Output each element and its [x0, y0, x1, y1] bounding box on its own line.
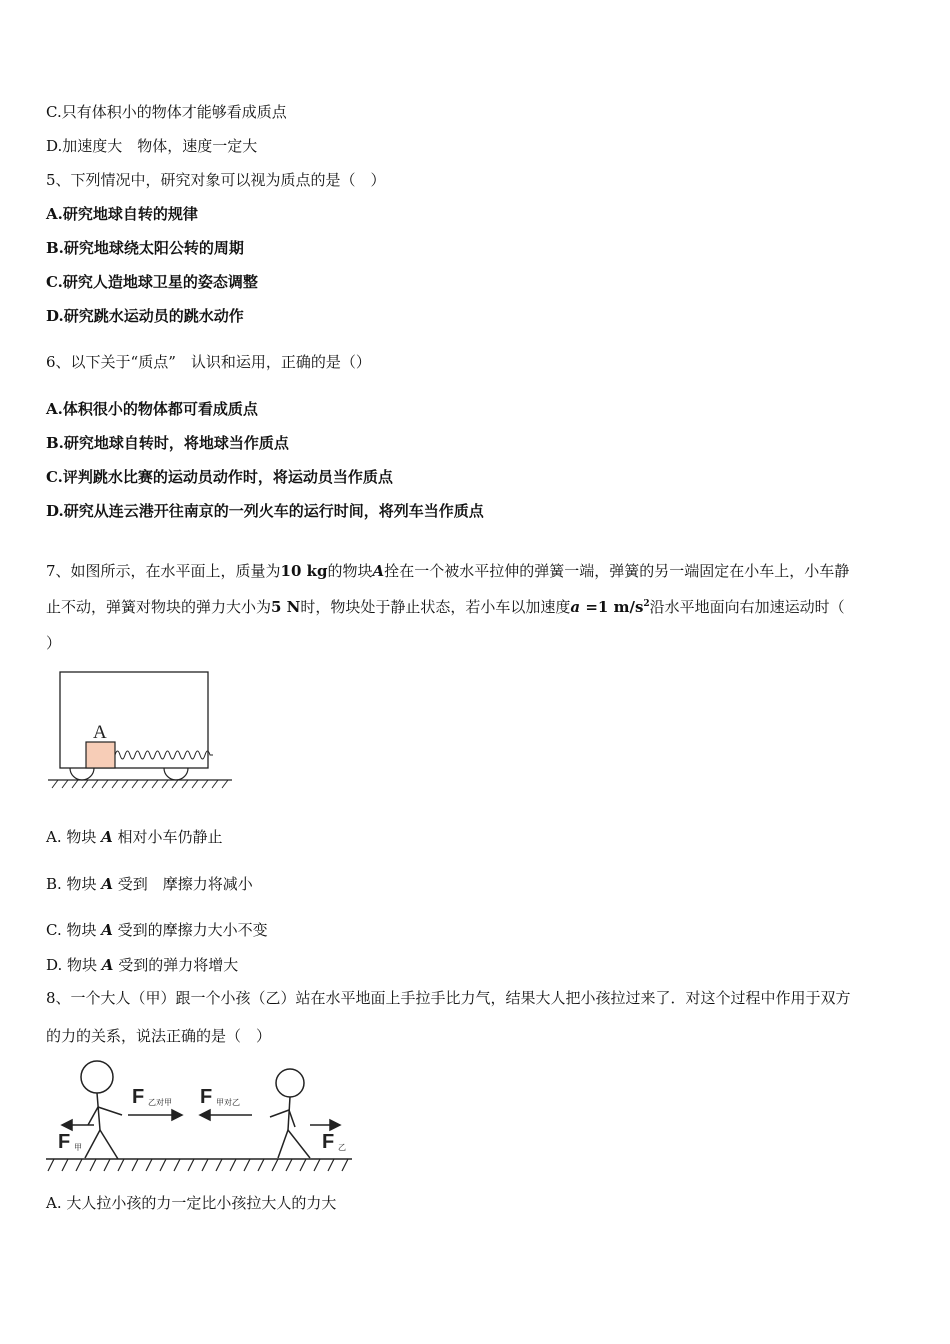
q7-option-a: A. 物块 A 相对小车仍静止	[46, 828, 223, 846]
force-sub-4: 乙	[338, 1143, 346, 1152]
q5-option-b: B.研究地球绕太阳公转的周期	[46, 239, 244, 257]
q7-stem-line2: 止不动，弹簧对物块的弹力大小为5 N时，物块处于静止状态，若小车以加速度a =1 $m/s^2$沿水平地面向右加速运动时（	[46, 598, 845, 616]
q5-option-c: C.研究人造地球卫星的姿态调整	[46, 273, 258, 291]
force-label-4: F	[322, 1131, 335, 1153]
q7-stem-line1: 7、如图所示，在水平面上，质量为10 kg的物块A拴在一个被水平拉伸的弹簧一端，弹簧的另一端固定在小车上，小车静	[46, 562, 850, 580]
q8-stem-line1: 8、一个大人（甲）跟一个小孩（乙）站在水平地面上手拉手比力气，结果大人把小孩拉过来了．对这个过程中作用于双方	[46, 989, 851, 1007]
q5-option-d: D.研究跳水运动员的跳水动作	[46, 307, 244, 325]
block-a	[86, 742, 115, 768]
force-sub-3: 甲	[74, 1143, 82, 1152]
q5-option-a: A.研究地球自转的规律	[46, 205, 198, 223]
q8-option-a: A. 大人拉小孩的力一定比小孩拉大人的力大	[46, 1194, 337, 1212]
wheel-left	[70, 768, 94, 780]
block-a-label: A	[93, 722, 107, 743]
force-label-3: F	[58, 1131, 71, 1153]
q6-option-c: C.评判跳水比赛的运动员动作时，将运动员当作质点	[46, 468, 393, 486]
adult-figure	[81, 1061, 122, 1159]
q7-option-d: D. 物块 A 受到的弹力将增大	[46, 956, 239, 974]
q6-option-a: A.体积很小的物体都可看成质点	[46, 400, 258, 418]
child-figure	[270, 1069, 310, 1158]
q6-stem: 6、以下关于“质点” 认识和运用，正确的是（）	[46, 353, 371, 371]
q7-option-b: B. 物块 A 受到 摩擦力将减小	[46, 875, 253, 893]
tug-of-war-figure	[40, 1055, 360, 1180]
spring	[115, 751, 213, 759]
cart-spring-figure	[40, 665, 240, 795]
q4-option-d: D.加速度大 物体，速度一定大	[46, 137, 258, 155]
q6-option-b: B.研究地球自转时，将地球当作质点	[46, 434, 289, 452]
q5-stem: 5、下列情况中，研究对象可以视为质点的是（ ）	[46, 171, 386, 189]
ground-hatch-2	[48, 1159, 348, 1171]
wheel-right	[164, 768, 188, 780]
ground-hatch	[52, 780, 228, 788]
q4-option-c: C.只有体积小的物体才能够看成质点	[46, 103, 287, 121]
force-arrows	[62, 1110, 340, 1130]
q8-stem-line2: 的力的关系，说法正确的是（ ）	[46, 1027, 272, 1045]
force-sub-1: 乙对甲	[148, 1098, 172, 1107]
q6-option-d: D.研究从连云港开往南京的一列火车的运行时间，将列车当作质点	[46, 502, 484, 520]
force-label-2: F	[200, 1086, 213, 1108]
q7-stem-line3: ）	[46, 634, 62, 652]
q7-option-c: C. 物块 A 受到的摩擦力大小不变	[46, 921, 268, 939]
force-label-1: F	[132, 1086, 145, 1108]
force-sub-2: 甲对乙	[216, 1098, 240, 1107]
